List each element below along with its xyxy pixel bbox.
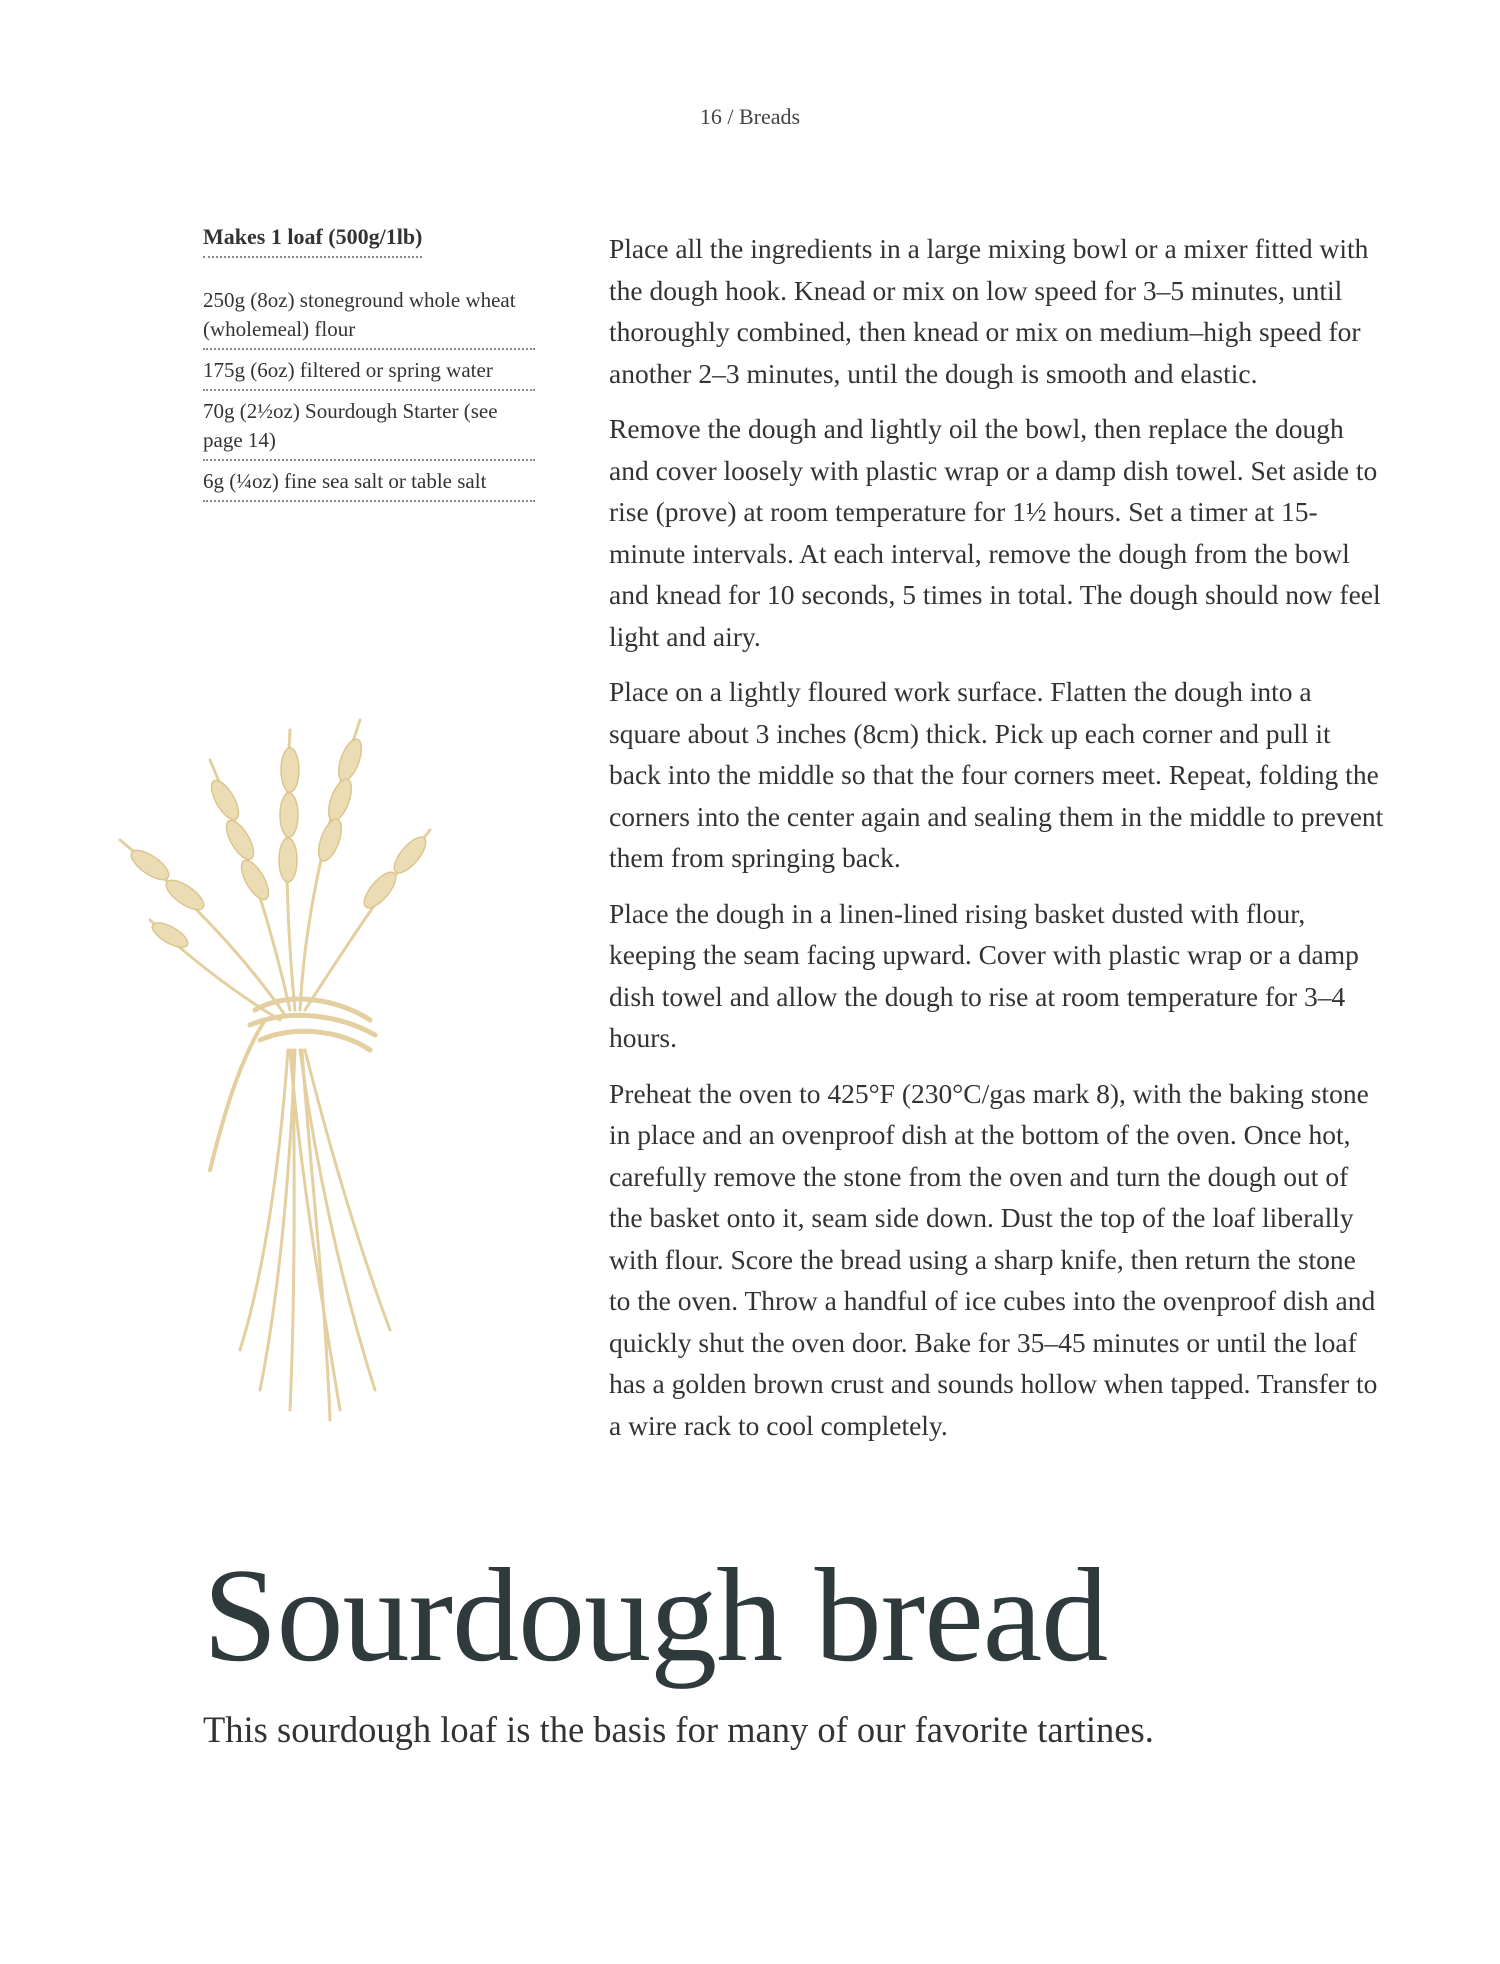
wheat-bundle-icon [90, 690, 490, 1430]
method-step: Remove the dough and lightly oil the bowl, then replace the dough and cover loosely with plastic wrap or a damp dish towel. Set aside to rise (prove) at room temperature for 1½ hours. Set a timer at 15-minute intervals. At each interval, remove the dough from the bowl and knead for 10 seconds, 5 times in total. The dough should now feel light and airy. [609, 413, 1381, 652]
method-step: Place all the ingredients in a large mixing bowl or a mixer fitted with the dough hook. Knead or mix on low speed for 3–5 minutes, until thoroughly combined, then knead or mix on medium–high speed for another 2–3 minutes, until the dough is smooth and elastic. [609, 233, 1369, 389]
yield-label: Makes 1 loaf (500g/1lb) [203, 224, 422, 258]
method-text [609, 228, 1384, 1460]
recipe-title: Sourdough bread [203, 1541, 1108, 1689]
method-step: Place on a lightly floured work surface. Flatten the dough into a square about 3 inches (8cm) thick. Pick up each corner and pull it back into the middle so that the four corners meet. Repeat, folding the corners into the center again and sealing them in the middle to prevent them from springing back. [609, 676, 1384, 873]
recipe-subtitle: This sourdough loaf is the basis for many of our favorite tartines. [203, 1709, 1154, 1750]
ingredient-item: 175g (6oz) filtered or spring water [203, 354, 535, 391]
method-step: Preheat the oven to 425°F (230°C/gas mark 8), with the baking stone in place and an ovenproof dish at the bottom of the oven. Once hot, carefully remove the stone from the oven and turn the dough out of the basket onto it, seam side down. Dust the top of the loaf liberally with flour. Score the bread using a sharp knife, then return the stone to the oven. Throw a handful of ice cubes into the ovenproof dish and quickly shut the oven door. Bake for 35–45 minutes or until the loaf has a golden brown crust and sounds hollow when tapped. Transfer to a wire rack to cool completely. [609, 1077, 1378, 1441]
ingredient-item: 6g (¼oz) fine sea salt or table salt [203, 465, 535, 502]
ingredient-item: 250g (8oz) stoneground whole wheat (wholemeal) flour [203, 284, 535, 350]
method-step: Place the dough in a linen-lined rising basket dusted with flour, keeping the seam facing upward. Cover with plastic wrap or a damp dish towel and allow the dough to rise at room temperature for 3–4 hours. [609, 897, 1359, 1053]
ingredient-list [203, 284, 535, 502]
running-head: 16 / Breads [699, 104, 801, 129]
ingredients-panel [203, 224, 535, 502]
ingredient-item: 70g (2½oz) Sourdough Starter (see page 14) [203, 395, 535, 461]
